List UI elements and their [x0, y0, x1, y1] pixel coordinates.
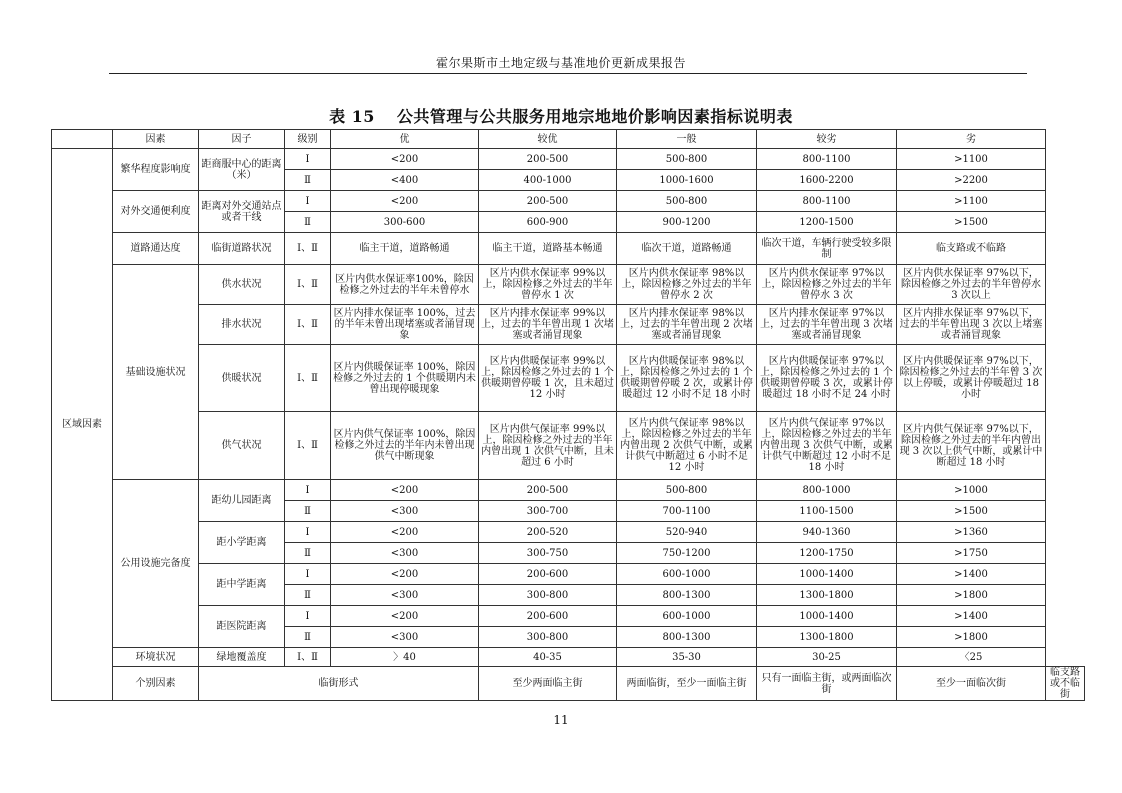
value-cell: 〉40: [331, 648, 479, 667]
factor-public-facilities: 公用设施完备度: [113, 480, 199, 648]
col-header-factor: 因素: [113, 130, 199, 149]
subfactor-water: 供水状况: [199, 265, 285, 305]
subfactor-street-form: 临街形式: [199, 667, 479, 701]
value-cell: 1000-1400: [757, 564, 897, 585]
table-row: [52, 480, 1085, 501]
col-header-good: 较优: [479, 130, 617, 149]
value-cell: 临支路或不临街: [1046, 667, 1085, 701]
value-cell: 600-900: [479, 212, 617, 233]
subfactor-drainage: 排水状况: [199, 305, 285, 345]
value-cell: 200-600: [479, 606, 617, 627]
col-header-grade: 级别: [285, 130, 331, 149]
value-cell: >1100: [897, 149, 1046, 170]
value-cell: 临支路或不临路: [897, 233, 1046, 265]
value-cell: 区片内供气保证率 100%，除因检修之外过去的半年内未曾出现供气中断现象: [331, 412, 479, 480]
value-cell: 临主干道，道路畅通: [331, 233, 479, 265]
value-cell: 临次干道，车辆行驶受较多限制: [757, 233, 897, 265]
grade-cell: Ⅱ: [285, 170, 331, 191]
value-cell: 40-35: [479, 648, 617, 667]
value-cell: 区片内排水保证率 97%以上，过去的半年曾出现 3 次堵塞或者涌冒现象: [757, 305, 897, 345]
grade-cell: Ⅱ: [285, 501, 331, 522]
value-cell: 400-1000: [479, 170, 617, 191]
page-header: 霍尔果斯市土地定级与基准地价更新成果报告: [435, 56, 686, 70]
grade-cell: Ⅰ: [285, 480, 331, 501]
grade-cell: Ⅰ: [285, 149, 331, 170]
value-cell: <200: [331, 606, 479, 627]
value-cell: <300: [331, 627, 479, 648]
grade-cell: Ⅰ: [285, 522, 331, 543]
grade-cell: Ⅰ、Ⅱ: [285, 233, 331, 265]
grade-cell: Ⅰ、Ⅱ: [285, 648, 331, 667]
value-cell: 940-1360: [757, 522, 897, 543]
value-cell: <200: [331, 149, 479, 170]
subfactor-gas: 供气状况: [199, 412, 285, 480]
grade-cell: Ⅱ: [285, 585, 331, 606]
value-cell: 区片内供气保证率 97%以上，除因检修之外过去的半年内曾出现 3 次供气中断，或累计供气中断超过 12 小时不足 18 小时: [757, 412, 897, 480]
table-number: 表 15: [329, 107, 375, 126]
region-factor-label: 区域因素: [52, 149, 113, 701]
value-cell: >1800: [897, 585, 1046, 606]
value-cell: >1800: [897, 627, 1046, 648]
value-cell: 1000-1600: [617, 170, 757, 191]
value-cell: 500-800: [617, 149, 757, 170]
factor-prosperity: 繁华程度影响度: [113, 149, 199, 191]
table-row: [52, 345, 1085, 412]
factor-traffic: 对外交通便利度: [113, 191, 199, 233]
col-header-poor: 较劣: [757, 130, 897, 149]
value-cell: 临主干道，道路基本畅通: [479, 233, 617, 265]
value-cell: <200: [331, 564, 479, 585]
factor-environment: 环境状况: [113, 648, 199, 667]
table-header-row: [52, 130, 1085, 149]
value-cell: 30-25: [757, 648, 897, 667]
value-cell: <200: [331, 480, 479, 501]
value-cell: 520-940: [617, 522, 757, 543]
col-header-subfactor: 因子: [199, 130, 285, 149]
value-cell: 区片内供水保证率 99%以上，除因检修之外过去的半年曾停水 1 次: [479, 265, 617, 305]
table-row: [52, 149, 1085, 170]
value-cell: >1400: [897, 564, 1046, 585]
value-cell: 600-1000: [617, 606, 757, 627]
value-cell: <400: [331, 170, 479, 191]
value-cell: 两面临街，至少一面临主街: [617, 667, 757, 701]
factor-table: [51, 129, 1085, 701]
table-title: [0, 104, 1122, 127]
value-cell: 临次干道，道路畅通: [617, 233, 757, 265]
individual-factor-label: 个别因素: [113, 667, 199, 701]
value-cell: 区片内供气保证率 98%以上，除因检修之外过去的半年内曾出现 2 次供气中断，或累计供气中断超过 6 小时不足 12 小时: [617, 412, 757, 480]
value-cell: >1360: [897, 522, 1046, 543]
subfactor-green-coverage: 绿地覆盖度: [199, 648, 285, 667]
value-cell: 区片内供暖保证率 97%以上，除因检修之外过去的 1 个供暖期曾停暖 3 次，或累计停暖超过 18 小时不足 24 小时: [757, 345, 897, 412]
value-cell: 600-1000: [617, 564, 757, 585]
value-cell: 1200-1750: [757, 543, 897, 564]
value-cell: 1100-1500: [757, 501, 897, 522]
subfactor-heating: 供暖状况: [199, 345, 285, 412]
value-cell: 区片内供气保证率 99%以上，除因检修之外过去的半年内曾出现 1 次供气中断，且未超过 6 小时: [479, 412, 617, 480]
value-cell: 区片内供暖保证率 98%以上，除因检修之外过去的 1 个供暖期曾停暖 2 次，或累计停暖超过 12 小时不足 18 小时: [617, 345, 757, 412]
value-cell: 300-800: [479, 627, 617, 648]
subfactor-hospital: 距医院距离: [199, 606, 285, 648]
value-cell: <300: [331, 585, 479, 606]
value-cell: 区片内供暖保证率 100%，除因检修之外过去的 1 个供暖期内未曾出现停暖现象: [331, 345, 479, 412]
value-cell: 区片内排水保证率 100%，过去的半年未曾出现堵塞或者涌冒现象: [331, 305, 479, 345]
value-cell: 区片内供暖保证率 97%以下，除因检修之外过去的半年曾 3 次以上停暖，或累计停暖超过 18 小时: [897, 345, 1046, 412]
table-row: [52, 667, 1085, 701]
table-title-text: 公共管理与公共服务用地宗地地价影响因素指标说明表: [396, 107, 793, 126]
value-cell: >1500: [897, 501, 1046, 522]
table-row: [52, 305, 1085, 345]
value-cell: 区片内供暖保证率 99%以上，除因检修之外过去的 1 个供暖期曾停暖 1 次，且未超过 12 小时: [479, 345, 617, 412]
factor-road: 道路通达度: [113, 233, 199, 265]
value-cell: 〈25: [897, 648, 1046, 667]
value-cell: 35-30: [617, 648, 757, 667]
value-cell: 750-1200: [617, 543, 757, 564]
header-rule: [109, 73, 1027, 74]
value-cell: 500-800: [617, 480, 757, 501]
value-cell: 300-750: [479, 543, 617, 564]
subfactor-street-road: 临街道路状况: [199, 233, 285, 265]
value-cell: 700-1100: [617, 501, 757, 522]
grade-cell: Ⅱ: [285, 212, 331, 233]
value-cell: 只有一面临主街，或两面临次街: [757, 667, 897, 701]
table-row: [52, 412, 1085, 480]
value-cell: <300: [331, 501, 479, 522]
grade-cell: Ⅰ、Ⅱ: [285, 305, 331, 345]
value-cell: 800-1100: [757, 191, 897, 212]
grade-cell: Ⅱ: [285, 627, 331, 648]
table-row: [52, 606, 1085, 627]
value-cell: >1100: [897, 191, 1046, 212]
value-cell: 500-800: [617, 191, 757, 212]
value-cell: 区片内排水保证率 97%以下，过去的半年曾出现 3 次以上堵塞或者涌冒现象: [897, 305, 1046, 345]
value-cell: >2200: [897, 170, 1046, 191]
value-cell: 区片内供气保证率 97%以下，除因检修之外过去的半年内曾出现 3 次以上供气中断，或累计中断超过 18 小时: [897, 412, 1046, 480]
value-cell: 1000-1400: [757, 606, 897, 627]
value-cell: 区片内供水保证率 97%以下，除因检修之外过去的半年曾停水 3 次以上: [897, 265, 1046, 305]
value-cell: 200-500: [479, 149, 617, 170]
value-cell: 至少一面临次街: [897, 667, 1046, 701]
value-cell: 200-600: [479, 564, 617, 585]
col-header-average: 一般: [617, 130, 757, 149]
table-row: [52, 564, 1085, 585]
value-cell: 800-1000: [757, 480, 897, 501]
value-cell: 200-500: [479, 191, 617, 212]
header-blank: [52, 130, 113, 149]
subfactor-commerce-distance: 距商服中心的距离（米）: [199, 149, 285, 191]
table-row: [52, 233, 1085, 265]
value-cell: <200: [331, 191, 479, 212]
value-cell: 区片内供水保证率 98%以上，除因检修之外过去的半年曾停水 2 次: [617, 265, 757, 305]
grade-cell: Ⅰ: [285, 606, 331, 627]
value-cell: 至少两面临主街: [479, 667, 617, 701]
value-cell: 1300-1800: [757, 627, 897, 648]
table-row: [52, 648, 1085, 667]
value-cell: >1750: [897, 543, 1046, 564]
value-cell: 区片内供水保证率 97%以上，除因检修之外过去的半年曾停水 3 次: [757, 265, 897, 305]
subfactor-middle-school: 距中学距离: [199, 564, 285, 606]
value-cell: <200: [331, 522, 479, 543]
value-cell: 800-1300: [617, 585, 757, 606]
value-cell: 300-600: [331, 212, 479, 233]
grade-cell: Ⅰ、Ⅱ: [285, 265, 331, 305]
value-cell: 900-1200: [617, 212, 757, 233]
value-cell: >1000: [897, 480, 1046, 501]
table-row: [52, 191, 1085, 212]
grade-cell: Ⅱ: [285, 543, 331, 564]
value-cell: 1300-1800: [757, 585, 897, 606]
value-cell: 1200-1500: [757, 212, 897, 233]
value-cell: 200-520: [479, 522, 617, 543]
value-cell: 300-700: [479, 501, 617, 522]
value-cell: 区片内供水保证率100%，除因检修之外过去的半年未曾停水: [331, 265, 479, 305]
page-number: 11: [553, 713, 569, 727]
col-header-excellent: 优: [331, 130, 479, 149]
factor-infrastructure: 基础设施状况: [113, 265, 199, 480]
subfactor-kindergarten: 距幼儿园距离: [199, 480, 285, 522]
value-cell: >1400: [897, 606, 1046, 627]
value-cell: 800-1100: [757, 149, 897, 170]
table-row: [52, 522, 1085, 543]
value-cell: >1500: [897, 212, 1046, 233]
value-cell: 200-500: [479, 480, 617, 501]
subfactor-transport-distance: 距离对外交通站点或者干线: [199, 191, 285, 233]
grade-cell: Ⅰ: [285, 564, 331, 585]
value-cell: <300: [331, 543, 479, 564]
col-header-worst: 劣: [897, 130, 1046, 149]
subfactor-primary-school: 距小学距离: [199, 522, 285, 564]
value-cell: 区片内排水保证率 98%以上，过去的半年曾出现 2 次堵塞或者涌冒现象: [617, 305, 757, 345]
value-cell: 300-800: [479, 585, 617, 606]
value-cell: 1600-2200: [757, 170, 897, 191]
value-cell: 区片内排水保证率 99%以上，过去的半年曾出现 1 次堵塞或者涌冒现象: [479, 305, 617, 345]
grade-cell: Ⅰ、Ⅱ: [285, 412, 331, 480]
grade-cell: Ⅰ: [285, 191, 331, 212]
table-row: [52, 265, 1085, 305]
grade-cell: Ⅰ、Ⅱ: [285, 345, 331, 412]
value-cell: 800-1300: [617, 627, 757, 648]
